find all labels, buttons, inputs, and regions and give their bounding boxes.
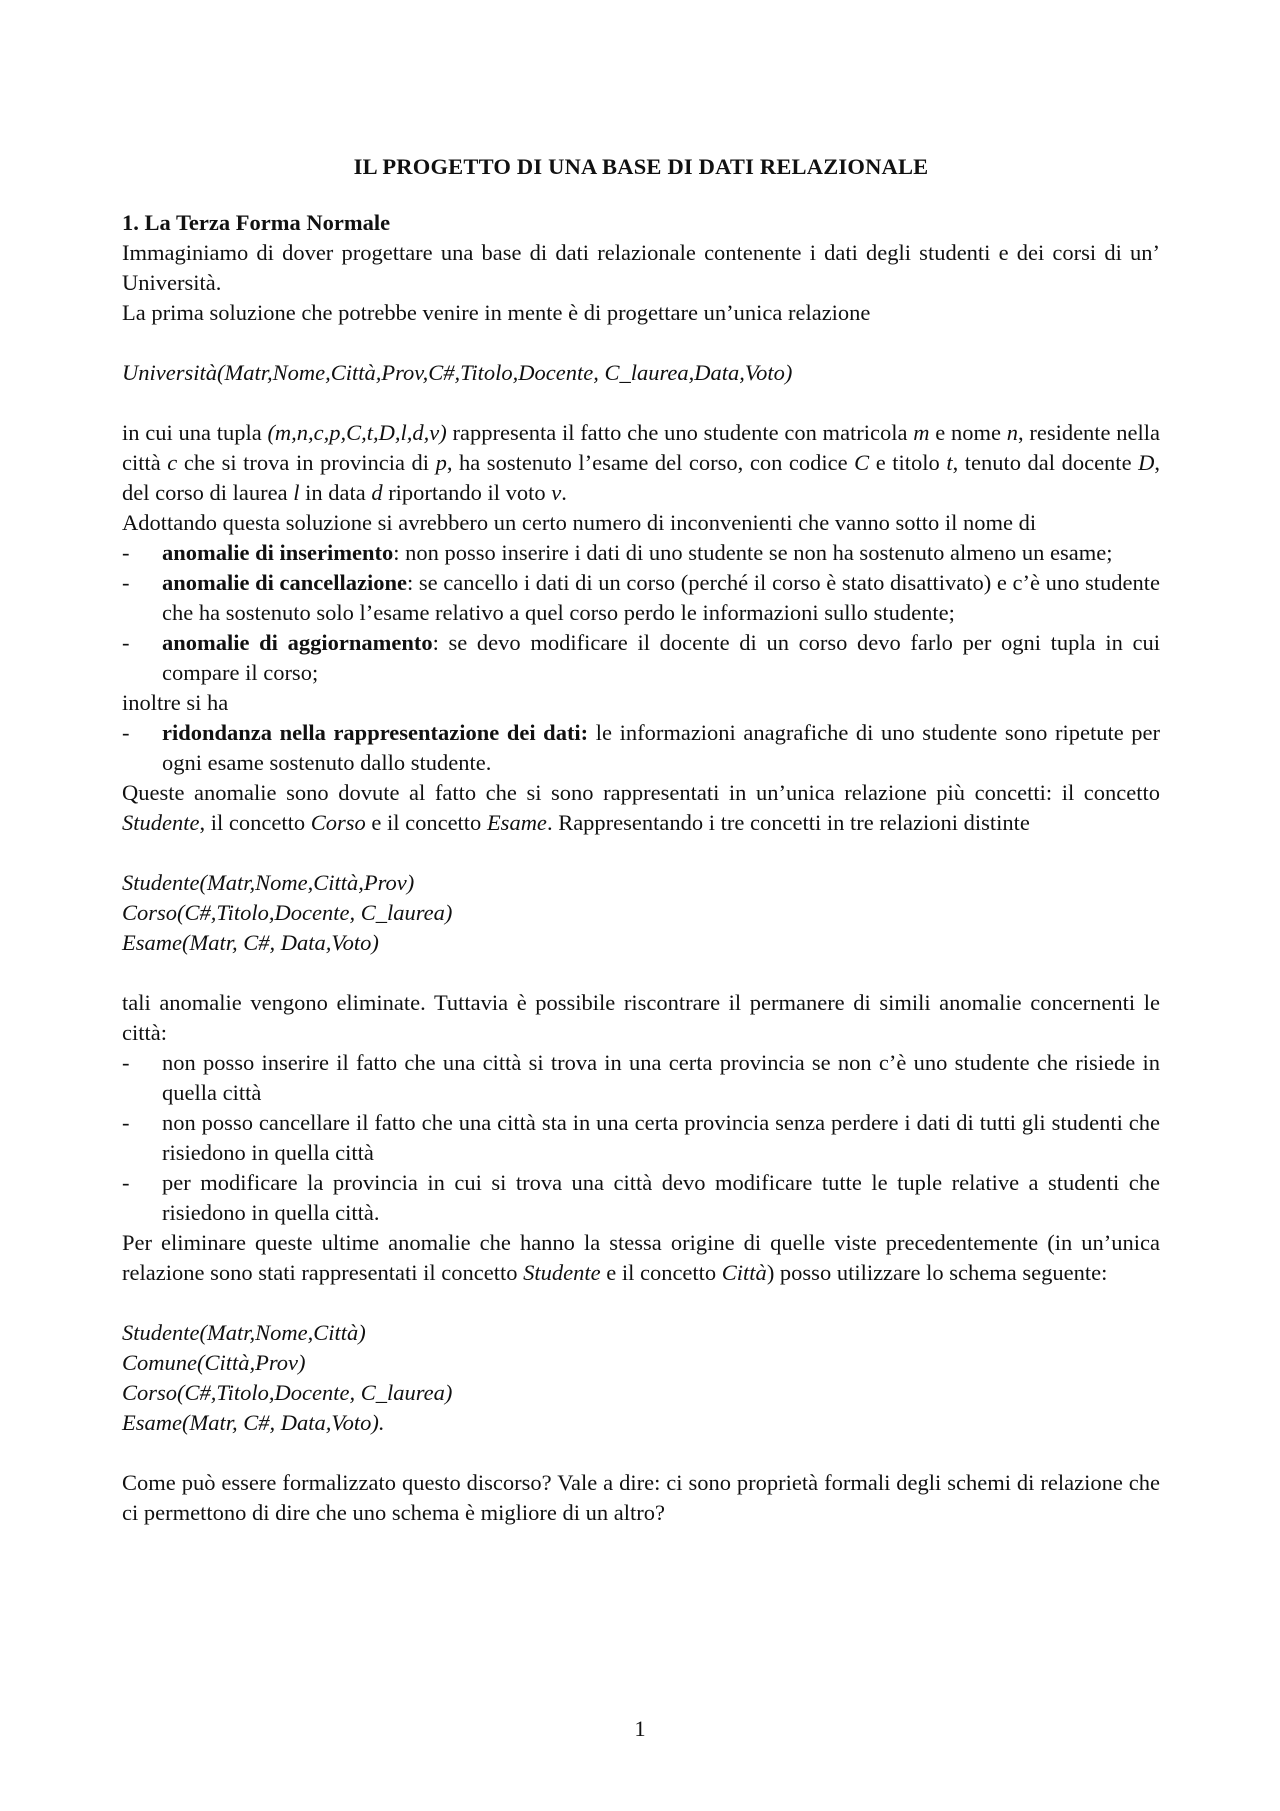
- list-item: - non posso inserire il fatto che una città si trova in una certa provincia se non c’è uno studente che risiede in quella città: [122, 1048, 1160, 1108]
- anomaly-term: anomalie di inserimento: [162, 540, 394, 565]
- text-run: in cui una tupla: [122, 420, 268, 445]
- document-title: IL PROGETTO DI UNA BASE DI DATI RELAZIONALE: [353, 154, 929, 179]
- spacer: [122, 1288, 1160, 1318]
- concept-corso: Corso: [310, 810, 366, 835]
- schema-comune: Comune(Città,Prov): [122, 1350, 306, 1375]
- tuple-notation: (m,n,c,p,C,t,D,l,d,v): [267, 420, 447, 445]
- cities-paragraph: tali anomalie vengono eliminate. Tuttavia è possibile riscontrare il permanere di simili anomalie concernenti le città:: [122, 990, 1160, 1045]
- redundancy-text: le informazioni anagrafiche di uno studente sono ripetute per ogni esame sostenuto dallo studente.: [162, 720, 1160, 775]
- list-item: [122, 628, 1160, 688]
- text-run: . Rappresentando i tre concetti in tre relazioni distinte: [546, 810, 1030, 835]
- var-v: v: [551, 480, 562, 505]
- city-anomalies-list: [122, 1048, 1160, 1228]
- anomaly-text: : se devo modificare il docente di un corso devo farlo per ogni tupla in cui compare il corso;: [162, 630, 1160, 685]
- concept-esame: Esame: [486, 810, 547, 835]
- closing-paragraph: Come può essere formalizzato questo discorso? Vale a dire: ci sono proprietà formali degli schemi di relazione che ci permettono di dire che uno schema è migliore di un altro?: [122, 1470, 1160, 1525]
- var-t: t: [946, 450, 953, 475]
- text-run: Per eliminare queste ultime anomalie che hanno la stessa origine di quelle viste precedentemente (in un’unica relazione sono stati rappresentati il concetto: [122, 1230, 1160, 1285]
- spacer: [122, 1438, 1160, 1468]
- anomaly-text: : non posso inserire i dati di uno studente se non ha sostenuto almeno un esame;: [393, 540, 1113, 565]
- concepts-paragraph: [122, 778, 1160, 838]
- concept-studente: Studente: [122, 810, 200, 835]
- schema-corso-2: Corso(C#,Titolo,Docente, C_laurea): [122, 1380, 453, 1405]
- text-run: Queste anomalie sono dovute al fatto che si sono rappresentati in un’unica relazione più concetti: il concetto: [122, 780, 1160, 805]
- text-run: che si trova in provincia di: [177, 450, 436, 475]
- schema-corso: Corso(C#,Titolo,Docente, C_laurea): [122, 900, 453, 925]
- eliminate-paragraph: [122, 1228, 1160, 1288]
- list-item: - per modificare la provincia in cui si trova una città devo modificare tutte le tuple relative a studenti che risiedono in quella città.: [122, 1168, 1160, 1228]
- text-run: e titolo: [869, 450, 947, 475]
- text-run: , ha sostenuto l’esame del corso, con codice: [446, 450, 855, 475]
- var-l: l: [293, 480, 300, 505]
- text-run: , tenuto dal docente: [952, 450, 1139, 475]
- var-n: n: [1006, 420, 1018, 445]
- schema-esame: Esame(Matr, C#, Data,Voto): [122, 930, 379, 955]
- redundancy-term: ridondanza nella rappresentazione dei dati:: [162, 720, 589, 745]
- inconvenienti-paragraph: Adottando questa soluzione si avrebbero un certo numero di inconvenienti che vanno sotto il nome di: [122, 510, 1037, 535]
- tuple-paragraph: [122, 418, 1160, 508]
- anomalies-list: [122, 538, 1160, 688]
- inoltre-line: inoltre si ha: [122, 690, 229, 715]
- schema-studente: Studente(Matr,Nome,Città,Prov): [122, 870, 415, 895]
- text-run: e il concetto: [600, 1260, 722, 1285]
- text-run: .: [561, 480, 567, 505]
- section-heading: 1. La Terza Forma Normale: [122, 210, 391, 235]
- list-item: [122, 718, 1160, 778]
- var-D: D: [1138, 450, 1155, 475]
- text-run: e il concetto: [365, 810, 487, 835]
- concept-citta: Città: [721, 1260, 767, 1285]
- schema-studente-2: Studente(Matr,Nome,Città): [122, 1320, 366, 1345]
- anomaly-term: anomalie di aggiornamento: [162, 630, 433, 655]
- text-run: ) posso utilizzare lo schema seguente:: [766, 1260, 1108, 1285]
- text-run: rappresenta il fatto che uno studente con matricola: [446, 420, 914, 445]
- schema-esame-2: Esame(Matr, C#, Data,Voto).: [122, 1410, 385, 1435]
- var-p: p: [435, 450, 447, 475]
- schema-universita: Università(Matr,Nome,Città,Prov,C#,Titolo,Docente, C_laurea,Data,Voto): [122, 360, 793, 385]
- text-run: e nome: [929, 420, 1007, 445]
- spacer: [122, 328, 1160, 358]
- var-C: C: [854, 450, 870, 475]
- var-m: m: [913, 420, 930, 445]
- spacer: [122, 838, 1160, 868]
- list-item: - non posso cancellare il fatto che una città sta in una certa provincia senza perdere i dati di tutti gli studenti che risiedono in quella città: [122, 1108, 1160, 1168]
- page-number: 1: [634, 1716, 646, 1741]
- text-run: , residente nella città: [122, 420, 1161, 475]
- text-run: in data: [299, 480, 372, 505]
- text-run: riportando il voto: [382, 480, 552, 505]
- text-run: , del corso di laurea: [122, 450, 1160, 505]
- intro-paragraph-1: Immaginiamo di dover progettare una base di dati relazionale contenente i dati degli studenti e dei corsi di un’ Università.: [122, 240, 1160, 295]
- anomaly-term: anomalie di cancellazione: [162, 570, 407, 595]
- var-d: d: [371, 480, 383, 505]
- redundancy-list: [122, 718, 1160, 778]
- concept-studente: Studente: [523, 1260, 601, 1285]
- text-run: , il concetto: [199, 810, 311, 835]
- spacer: [122, 958, 1160, 988]
- spacer: [122, 388, 1160, 418]
- list-item: [122, 568, 1160, 628]
- list-item: [122, 538, 1160, 568]
- intro-paragraph-2: La prima soluzione che potrebbe venire in mente è di progettare un’unica relazione: [122, 300, 871, 325]
- anomaly-text: : se cancello i dati di un corso (perché il corso è stato disattivato) e c’è uno studente che ha sostenuto solo l’esame relativo a quel corso perdo le informazioni sullo studente;: [162, 570, 1160, 625]
- var-c: c: [167, 450, 178, 475]
